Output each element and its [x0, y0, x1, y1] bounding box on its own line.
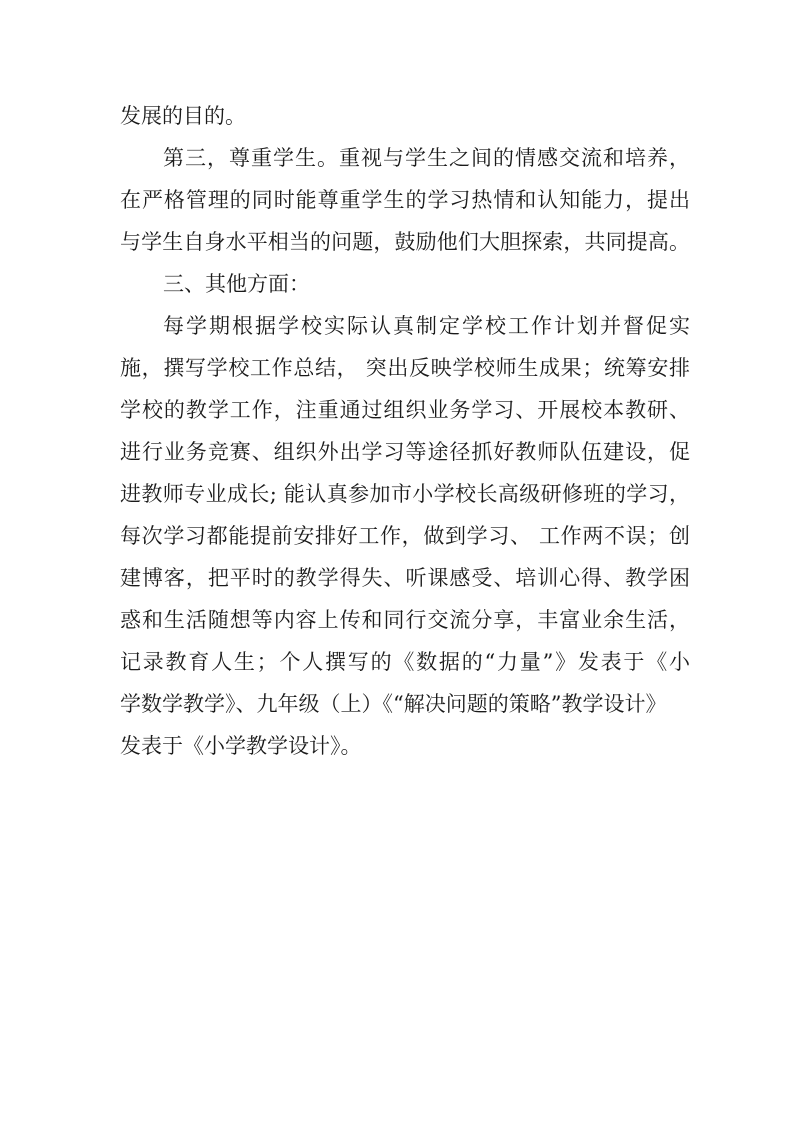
paragraph-goal-ending	[120, 95, 794, 137]
text-line: 施，撰写学校工作总结， 突出反映学校师生成果；统筹安排	[120, 356, 690, 380]
text-line: 进教师专业成长; 能认真参加市小学校长高级研修班的学习，	[120, 482, 690, 506]
text-line: 第三，尊重学生。重视与学生之间的情感交流和培养，	[163, 146, 690, 170]
paragraph-other-work	[120, 305, 794, 767]
text-line: 在严格管理的同时能尊重学生的学习热情和认知能力，提出	[120, 188, 690, 212]
text-line: 学校的教学工作，注重通过组织业务学习、开展校本教研、	[120, 398, 690, 422]
text-line: 发表于《小学教学设计》。	[120, 734, 362, 758]
section-heading-other	[120, 263, 794, 305]
text-line: 进行业务竞赛、组织外出学习等途径抓好教师队伍建设，促	[120, 440, 690, 464]
text-line: 建博客，把平时的教学得失、听课感受、培训心得、教学困	[120, 566, 690, 590]
paragraph-respect-students	[120, 137, 794, 263]
text-line: 与学生自身水平相当的问题，鼓励他们大胆探索，共同提高。	[120, 230, 690, 254]
text-line: 惑和生活随想等内容上传和同行交流分享，丰富业余生活，	[120, 608, 690, 632]
text-line: 发展的目的。	[120, 104, 246, 128]
section-heading: 三、其他方面：	[163, 272, 310, 296]
text-line: 每学期根据学校实际认真制定学校工作计划并督促实	[163, 314, 690, 338]
text-line: 记录教育人生；个人撰写的《数据的“力量”》发表于《小	[120, 650, 690, 674]
text-line: 每次学习都能提前安排好工作，做到学习、 工作两不误；创	[120, 524, 690, 548]
text-line: 学数学教学》、九年级（上）《“解决问题的策略”教学设计》	[120, 692, 667, 716]
